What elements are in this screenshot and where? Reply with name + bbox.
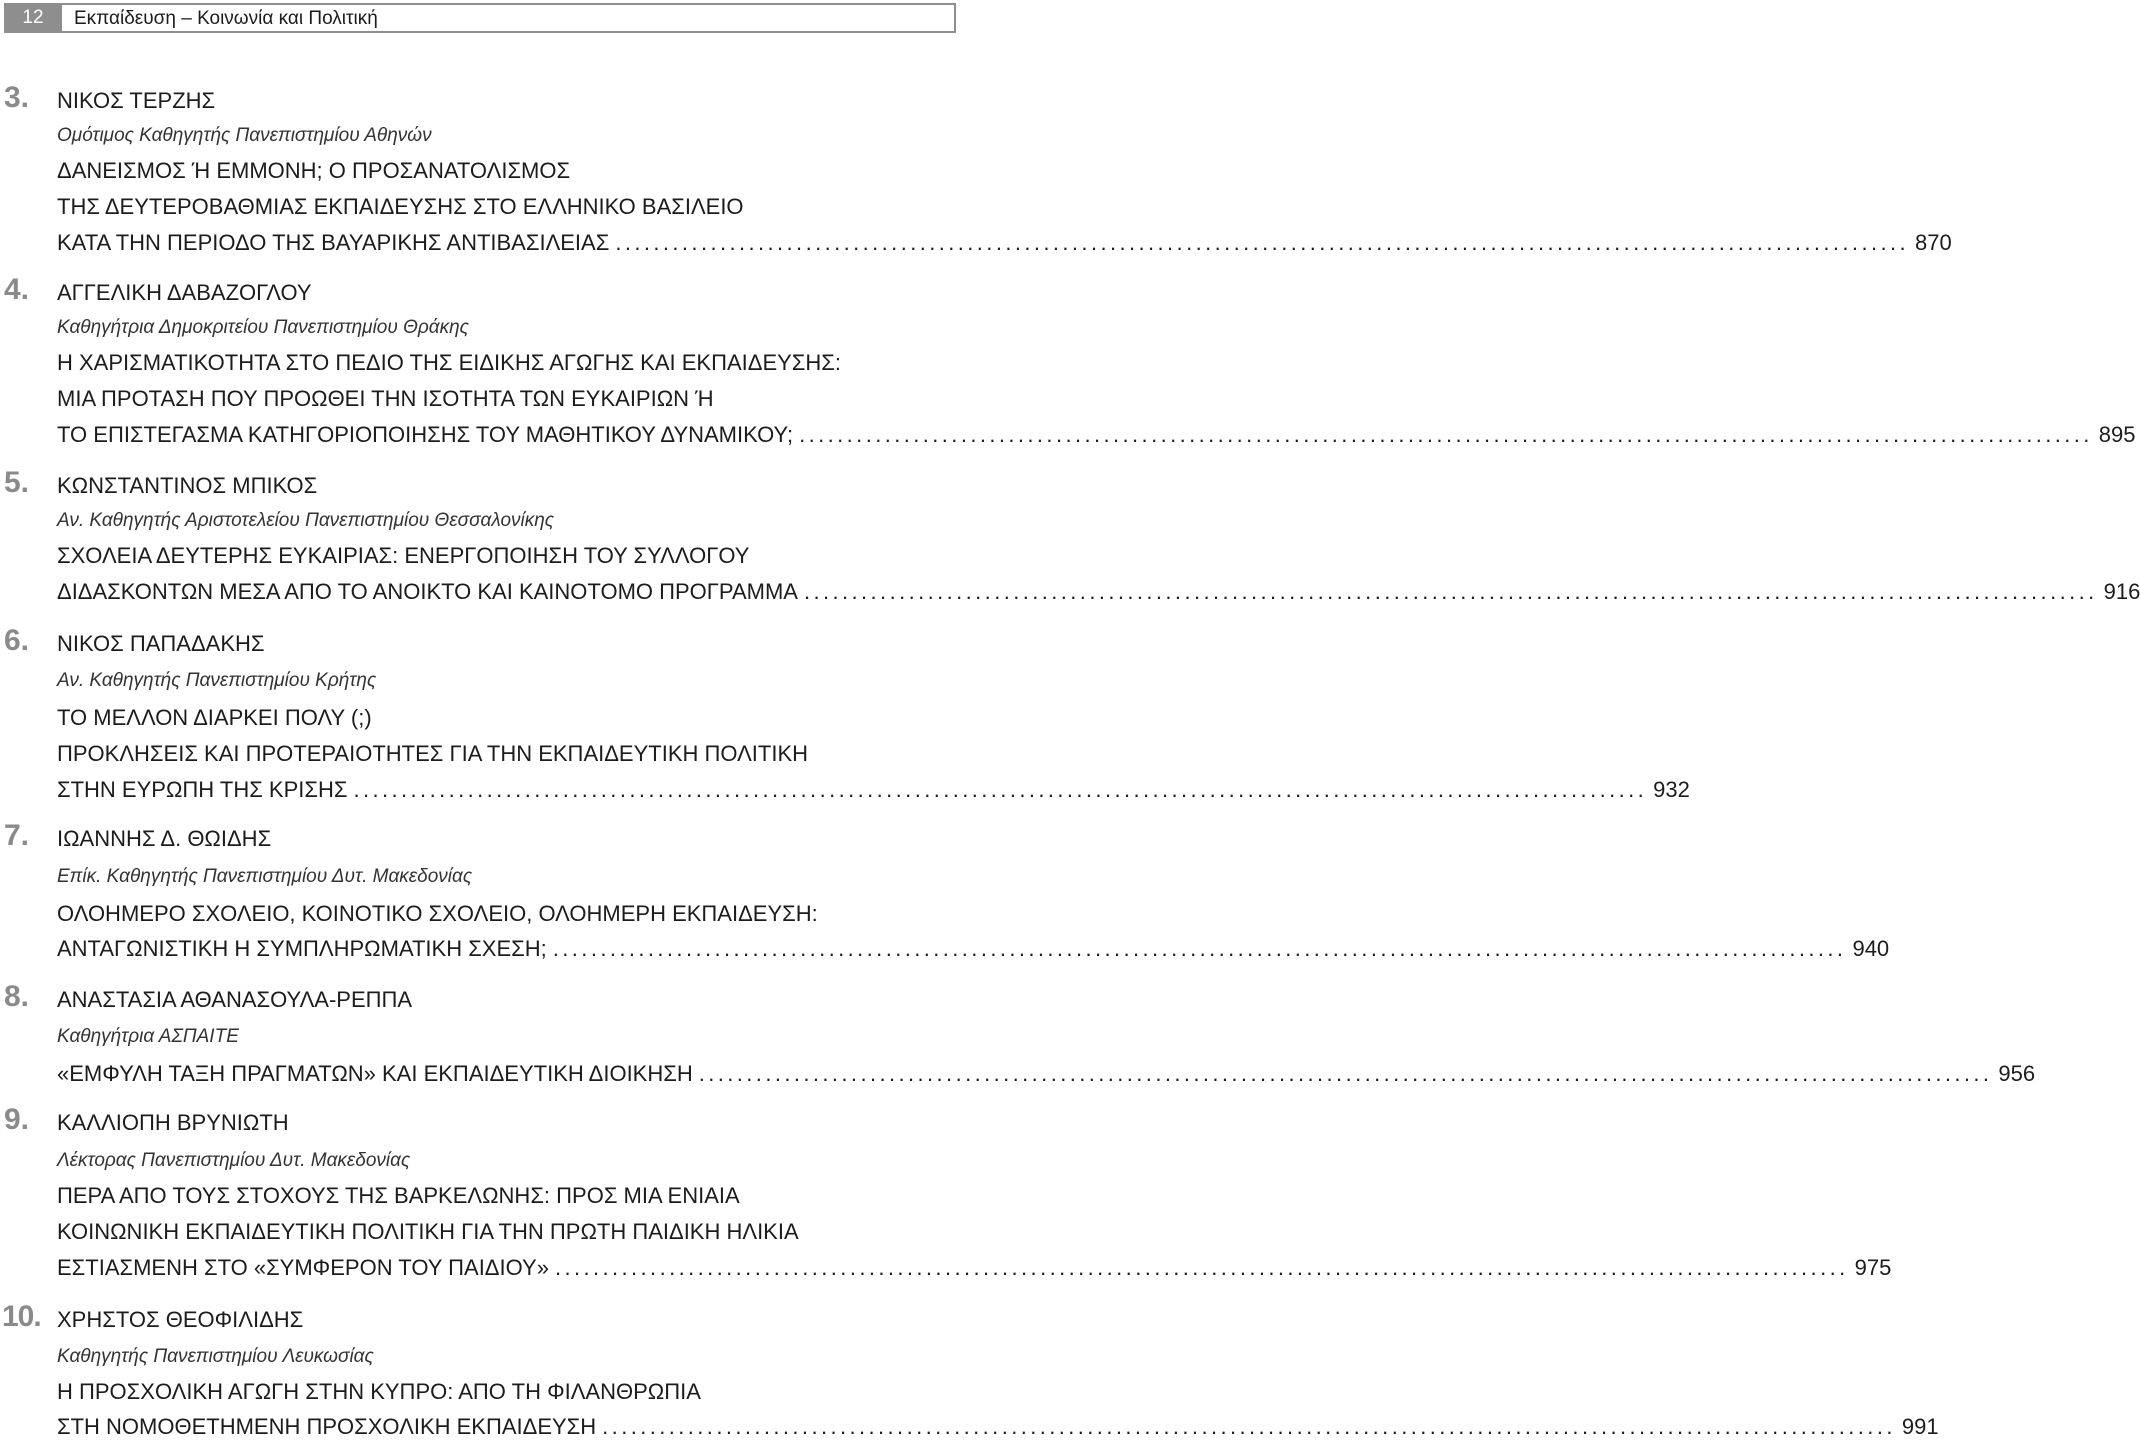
entry-affiliation: Καθηγητής Πανεπιστημίου Λευκωσίας <box>57 1346 374 1367</box>
dot-leader: ........................................................................................................................................ <box>799 422 2093 447</box>
entry-author: ΑΓΓΕΛΙΚΗ ΔΑΒΑΖΟΓΛΟΥ <box>57 280 312 305</box>
entry-page-number: 991 <box>1901 1414 1939 1439</box>
entry-title-line: ΑΝΤΑΓΩΝΙΣΤΙΚΗ Η ΣΥΜΠΛΗΡΩΜΑΤΙΚΗ ΣΧΕΣΗ; <box>57 936 547 961</box>
entry-title-line: ΠΡΟΚΛΗΣΕΙΣ ΚΑΙ ΠΡΟΤΕΡΑΙΟΤΗΤΕΣ ΓΙΑ ΤΗΝ ΕΚΠΑΙΔΕΥΤΙΚΗ ΠΟΛΙΤΙΚΗ <box>57 741 809 766</box>
entry-title-line: ΠΕΡΑ ΑΠΟ ΤΟΥΣ ΣΤΟΧΟΥΣ ΤΗΣ ΒΑΡΚΕΛΩΝΗΣ: ΠΡΟΣ ΜΙΑ ΕΝΙΑΙΑ <box>57 1183 740 1208</box>
entry-title-line: «ΕΜΦΥΛΗ ΤΑΞΗ ΠΡΑΓΜΑΤΩΝ» ΚΑΙ ΕΚΠΑΙΔΕΥΤΙΚΗ ΔΙΟΙΚΗΣΗ <box>57 1061 693 1086</box>
entry-number: 7. <box>4 819 30 852</box>
entry-title-line: ΤΟ ΜΕΛΛΟΝ ΔΙΑΡΚΕΙ ΠΟΛΥ (;) <box>57 705 372 730</box>
entry-title-line: Η ΠΡΟΣΧΟΛΙΚΗ ΑΓΩΓΗ ΣΤΗΝ ΚΥΠΡΟ: ΑΠΟ ΤΗ ΦΙΛΑΝΘΡΩΠΙΑ <box>57 1379 701 1404</box>
entry-title-last-line <box>57 420 2136 450</box>
entry-number: 8. <box>4 980 30 1013</box>
entry-affiliation: Καθηγήτρια ΑΣΠΑΙΤΕ <box>57 1026 239 1047</box>
entry-page-number: 870 <box>1915 230 1952 255</box>
entry-title-last-line <box>57 775 1690 805</box>
dot-leader: ........................................................................................................................................ <box>353 777 1648 802</box>
entry-author: ΝΙΚΟΣ ΠΑΠΑΔΑΚΗΣ <box>57 631 265 656</box>
entry-affiliation: Ομότιμος Καθηγητής Πανεπιστημίου Αθηνών <box>57 125 432 146</box>
entry-page-number: 956 <box>1998 1061 2036 1086</box>
entry-affiliation: Αν. Καθηγητής Αριστοτελείου Πανεπιστημίου Θεσσαλονίκης <box>57 510 555 531</box>
entry-title-last-line <box>57 1412 1939 1442</box>
entry-author: ΝΙΚΟΣ ΤΕΡΖΗΣ <box>57 88 216 113</box>
entry-page-number: 895 <box>2098 422 2136 447</box>
entry-title-last-line <box>57 228 1952 258</box>
page-number: 12 <box>4 3 62 33</box>
entry-page-number: 932 <box>1653 777 1690 802</box>
entry-affiliation: Αν. Καθηγητής Πανεπιστημίου Κρήτης <box>57 670 377 691</box>
entry-title-line: ΔΑΝΕΙΣΜΟΣ Ή ΕΜΜΟΝΗ; Ο ΠΡΟΣΑΝΑΤΟΛΙΣΜΟΣ <box>57 158 571 183</box>
dot-leader: ........................................................................................................................................ <box>615 230 1910 255</box>
page-header <box>4 3 956 33</box>
entry-number: 3. <box>4 81 30 114</box>
entry-author: ΑΝΑΣΤΑΣΙΑ ΑΘΑΝΑΣΟΥΛΑ-ΡΕΠΠΑ <box>57 987 413 1012</box>
entry-author: ΧΡΗΣΤΟΣ ΘΕΟΦΙΛΙΔΗΣ <box>57 1307 304 1332</box>
entry-author: ΚΑΛΛΙΟΠΗ ΒΡΥΝΙΩΤΗ <box>57 1110 289 1135</box>
entry-number: 6. <box>4 624 30 657</box>
entry-affiliation: Καθηγήτρια Δημοκριτείου Πανεπιστημίου Θράκης <box>57 317 469 338</box>
dot-leader: ........................................................................................................................................ <box>554 1255 1849 1280</box>
entry-title-line: ΜΙΑ ΠΡΟΤΑΣΗ ΠΟΥ ΠΡΟΩΘΕΙ ΤΗΝ ΙΣΟΤΗΤΑ ΤΩΝ ΕΥΚΑΙΡΙΩΝ Ή <box>57 386 714 411</box>
entry-author: ΙΩΑΝΝΗΣ Δ. ΘΩΙΔΗΣ <box>57 826 272 851</box>
entry-number: 5. <box>4 466 30 499</box>
entry-page-number: 940 <box>1852 936 1890 961</box>
entry-title-line: ΚΟΙΝΩΝΙΚΗ ΕΚΠΑΙΔΕΥΤΙΚΗ ΠΟΛΙΤΙΚΗ ΓΙΑ ΤΗΝ ΠΡΩΤΗ ΠΑΙΔΙΚΗ ΗΛΙΚΙΑ <box>57 1219 799 1244</box>
entry-title-last-line <box>57 1253 1892 1283</box>
dot-leader: ........................................................................................................................................ <box>552 936 1847 961</box>
entry-title-line: ΣΤΗΝ ΕΥΡΩΠΗ ΤΗΣ ΚΡΙΣΗΣ <box>57 777 348 802</box>
entry-title-last-line <box>57 1059 2036 1089</box>
dot-leader: ........................................................................................................................................ <box>602 1414 1896 1439</box>
entry-title-line: ΚΑΤΑ ΤΗΝ ΠΕΡΙΟΔΟ ΤΗΣ ΒΑΥΑΡΙΚΗΣ ΑΝΤΙΒΑΣΙΛΕΙΑΣ <box>57 230 610 255</box>
entry-title-line: Η ΧΑΡΙΣΜΑΤΙΚΟΤΗΤΑ ΣΤΟ ΠΕΔΙΟ ΤΗΣ ΕΙΔΙΚΗΣ ΑΓΩΓΗΣ ΚΑΙ ΕΚΠΑΙΔΕΥΣΗΣ: <box>57 350 842 375</box>
entry-title-line: ΣΧΟΛΕΙΑ ΔΕΥΤΕΡΗΣ ΕΥΚΑΙΡΙΑΣ: ΕΝΕΡΓΟΠΟΙΗΣΗ ΤΟΥ ΣΥΛΛΟΓΟΥ <box>57 543 750 568</box>
entry-page-number: 916 <box>2103 579 2140 604</box>
entry-title-line: ΟΛΟΗΜΕΡΟ ΣΧΟΛΕΙΟ, ΚΟΙΝΟΤΙΚΟ ΣΧΟΛΕΙΟ, ΟΛΟΗΜΕΡΗ ΕΚΠΑΙΔΕΥΣΗ: <box>57 901 818 926</box>
dot-leader: ........................................................................................................................................ <box>803 579 2098 604</box>
entry-number: 9. <box>4 1103 30 1136</box>
entry-author: ΚΩΝΣΤΑΝΤΙΝΟΣ ΜΠΙΚΟΣ <box>57 473 318 498</box>
running-title: Εκπαίδευση – Κοινωνία και Πολιτική <box>62 3 956 33</box>
entry-title-line: ΕΣΤΙΑΣΜΕΝΗ ΣΤΟ «ΣΥΜΦΕΡΟΝ ΤΟΥ ΠΑΙΔΙΟΥ» <box>57 1255 549 1280</box>
entry-title-line: ΣΤΗ ΝΟΜΟΘΕΤΗΜΕΝΗ ΠΡΟΣΧΟΛΙΚΗ ΕΚΠΑΙΔΕΥΣΗ <box>57 1414 597 1439</box>
entry-affiliation: Επίκ. Καθηγητής Πανεπιστημίου Δυτ. Μακεδονίας <box>57 866 473 887</box>
entry-title-last-line <box>57 934 1890 964</box>
entry-title-line: ΤΗΣ ΔΕΥΤΕΡΟΒΑΘΜΙΑΣ ΕΚΠΑΙΔΕΥΣΗΣ ΣΤΟ ΕΛΛΗΝΙΚΟ ΒΑΣΙΛΕΙΟ <box>57 194 744 219</box>
entry-number: 4. <box>4 273 30 306</box>
entry-page-number: 975 <box>1854 1255 1892 1280</box>
entry-number: 10. <box>2 1300 41 1333</box>
entry-title-last-line <box>57 577 2140 607</box>
dot-leader: ........................................................................................................................................ <box>698 1061 1993 1086</box>
entry-affiliation: Λέκτορας Πανεπιστημίου Δυτ. Μακεδονίας <box>57 1150 411 1171</box>
entry-title-line: ΤΟ ΕΠΙΣΤΕΓΑΣΜΑ ΚΑΤΗΓΟΡΙΟΠΟΙΗΣΗΣ ΤΟΥ ΜΑΘΗΤΙΚΟΥ ΔΥΝΑΜΙΚΟΥ; <box>57 422 794 447</box>
entry-title-line: ΔΙΔΑΣΚΟΝΤΩΝ ΜΕΣΑ ΑΠΟ ΤΟ ΑΝΟΙΚΤΟ ΚΑΙ ΚΑΙΝΟΤΟΜΟ ΠΡΟΓΡΑΜΜΑ <box>57 579 798 604</box>
